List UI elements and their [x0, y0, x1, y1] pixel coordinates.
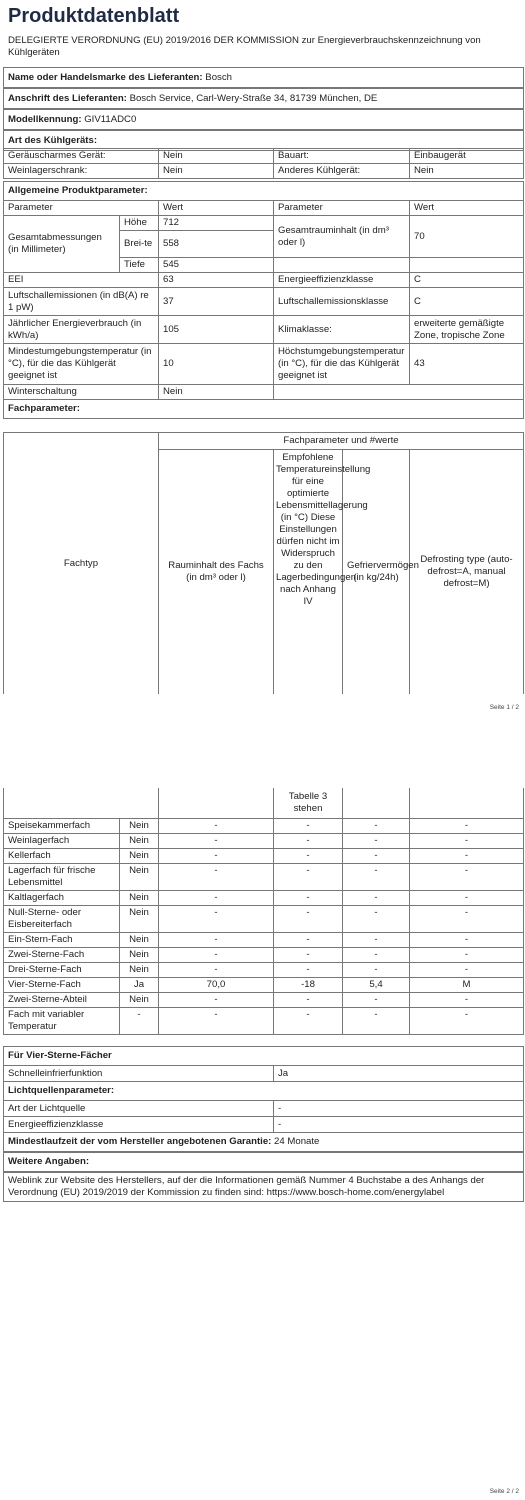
general-table: Allgemeine Produktparameter: Parameter Wert Parameter Wert Gesamtabmessungen (in Millimeter) Höhe 712 Gesamtrauminhalt (in dm³ oder l) 70 Brei-te 558 Tiefe 545 EEI 63 Energieeffizienzklasse C Luftschallemissionen (in dB(A) re 1 pW) 37 Luftschallemissionsklasse C Jährlicher Energieverbrauch (in kWh/a) 105 Klimaklasse: erweiterte gemäßigte Zone, tropische Zone Mindestumgebungstemperatur (in °C), für die das Kühlgerät geeignet ist 10 Höchstumgebungstemperatur (in °C), für die das Kühlgerät geeignet ist 43 Winterschaltung Nein Fachparameter:	[3, 181, 524, 419]
compartment-defrost: -	[410, 849, 524, 864]
light-class-label: Energieeffizienzklasse	[4, 1117, 274, 1133]
freeze-header: Gefriervermögen (in kg/24h)	[343, 450, 410, 695]
energylabel-link[interactable]: https://www.bosch-home.com/energylabel	[266, 1187, 445, 1198]
compartment-present: Nein	[120, 948, 159, 963]
compartment-temp: -	[274, 1008, 343, 1035]
temp-header: Empfohlene Temperatureinstellung für eine optimierte Lebensmittellagerung (in °C) Diese Einstellungen dürfen nicht im Widerspruch zu den Lagerbedingungen nach Anhang IV	[274, 450, 343, 695]
compartment-volume: -	[159, 819, 274, 834]
general-row: Luftschallemissionen (in dB(A) re 1 pW) 37 Luftschallemissionsklasse C	[4, 288, 524, 316]
compartment-defrost: -	[410, 993, 524, 1008]
type-row: Weinlagerschrank: Nein Anderes Kühlgerät: Nein	[4, 164, 524, 179]
fast-freeze-value: Ja	[274, 1066, 524, 1082]
compartment-temp: -	[274, 948, 343, 963]
model-id: GIV11ADC0	[84, 113, 137, 125]
light-type-label: Art der Lichtquelle	[4, 1101, 274, 1117]
param-header-row: Parameter Wert Parameter Wert	[4, 201, 524, 216]
compartment-volume: -	[159, 963, 274, 978]
compartment-volume: -	[159, 948, 274, 963]
param-group-header: Fachparameter und #werte	[159, 433, 524, 450]
page-number: Seite 1 / 2	[489, 704, 519, 711]
general-heading: Allgemeine Produktparameter:	[4, 182, 524, 201]
compartment-present: Nein	[120, 933, 159, 948]
compartment-defrost: -	[410, 963, 524, 978]
compartment-freeze: -	[343, 948, 410, 963]
compartment-defrost: -	[410, 933, 524, 948]
model-label: Modellkennung:	[8, 113, 82, 125]
warranty-label: Mindestlaufzeit der vom Hersteller angebotenen Garantie:	[8, 1136, 272, 1147]
light-type-value: -	[274, 1101, 524, 1117]
compartment-freeze: -	[343, 933, 410, 948]
compartment-name: Zwei-Sterne-Fach	[4, 948, 120, 963]
compartment-present: Nein	[120, 906, 159, 933]
compartment-name: Vier-Sterne-Fach	[4, 978, 120, 993]
temp-header-cont: Tabelle 3 stehen	[274, 788, 343, 819]
compartment-temp: -	[274, 993, 343, 1008]
compartment-row	[4, 864, 524, 891]
compartment-present: Nein	[120, 864, 159, 891]
compartment-temp: -18	[274, 978, 343, 993]
type-table	[3, 148, 524, 179]
compartment-freeze: -	[343, 906, 410, 933]
compartment-freeze: -	[343, 864, 410, 891]
volume-value: 70	[410, 216, 524, 258]
page-number: Seite 2 / 2	[489, 1488, 519, 1495]
supplier-address-label: Anschrift des Lieferanten:	[8, 92, 127, 104]
compartment-name: Null-Sterne- oder Eisbereiterfach	[4, 906, 120, 933]
dimensions-label: Gesamtabmessungen (in Millimeter)	[4, 216, 120, 273]
compartment-row	[4, 891, 524, 906]
compartment-present: Nein	[120, 849, 159, 864]
volume-header: Rauminhalt des Fachs (in dm³ oder l)	[159, 450, 274, 695]
compartment-freeze: -	[343, 1008, 410, 1035]
light-heading: Lichtquellenparameter:	[4, 1082, 524, 1101]
supplier-name-label: Name oder Handelsmarke des Lieferanten:	[8, 71, 203, 83]
compartment-present: Ja	[120, 978, 159, 993]
page-2	[0, 788, 525, 1500]
compartment-freeze: -	[343, 849, 410, 864]
compartment-freeze: -	[343, 993, 410, 1008]
compartment-present: Nein	[120, 834, 159, 849]
compartment-volume: -	[159, 864, 274, 891]
compartment-temp: -	[274, 834, 343, 849]
compartment-defrost: M	[410, 978, 524, 993]
defrost-header: Defrosting type (auto-defrost=A, manual defrost=M)	[410, 450, 524, 695]
compartment-present: -	[120, 1008, 159, 1035]
extra-table	[3, 1046, 524, 1202]
compartment-row	[4, 933, 524, 948]
compartment-present: Nein	[120, 819, 159, 834]
compartment-volume: -	[159, 849, 274, 864]
compartment-volume: -	[159, 993, 274, 1008]
compartment-defrost: -	[410, 906, 524, 933]
compartment-row	[4, 963, 524, 978]
compartment-volume: 70,0	[159, 978, 274, 993]
compartment-row	[4, 906, 524, 933]
compartment-temp: -	[274, 906, 343, 933]
volume-label: Gesamtrauminhalt (in dm³ oder l)	[274, 216, 410, 258]
compartment-table	[3, 788, 524, 1035]
compartment-row	[4, 978, 524, 993]
compartment-header-table	[3, 432, 524, 694]
compartment-volume: -	[159, 891, 274, 906]
compartment-temp: -	[274, 849, 343, 864]
compartment-defrost: -	[410, 819, 524, 834]
more-text: Weblink zur Website des Herstellers, auf der die Informationen gemäß Nummer 4 Buchstabe a des Anhangs der Verordnung (EU) 2019/2019 der Kommission zu finden sind:	[8, 1175, 485, 1198]
compartment-defrost: -	[410, 948, 524, 963]
regulation-intro: DELEGIERTE VERORDNUNG (EU) 2019/2016 DER KOMMISSION zur Energieverbrauchskennzeichnung von Kühlgeräten	[8, 35, 481, 58]
compartment-volume: -	[159, 834, 274, 849]
compartment-row	[4, 849, 524, 864]
more-heading: Weitere Angaben:	[4, 1152, 524, 1172]
compartment-temp: -	[274, 819, 343, 834]
compartment-temp: -	[274, 891, 343, 906]
compartment-freeze: -	[343, 819, 410, 834]
compartment-present: Nein	[120, 963, 159, 978]
compartment-present: Nein	[120, 993, 159, 1008]
compartment-heading: Fachparameter:	[4, 400, 524, 419]
general-row: Winterschaltung Nein	[4, 385, 524, 400]
compartment-name: Weinlagerfach	[4, 834, 120, 849]
general-row: Mindestumgebungstemperatur (in °C), für die das Kühlgerät geeignet ist 10 Höchstumgebungstemperatur (in °C), für die das Kühlgerät geeignet ist 43	[4, 344, 524, 385]
compartment-name: Kaltlagerfach	[4, 891, 120, 906]
compartment-defrost: -	[410, 1008, 524, 1035]
type-row: Geräuscharmes Gerät: Nein Bauart: Einbaugerät	[4, 149, 524, 164]
compartment-freeze: -	[343, 834, 410, 849]
compartment-temp: -	[274, 933, 343, 948]
compartment-volume: -	[159, 906, 274, 933]
general-row: Jährlicher Energieverbrauch (in kWh/a) 105 Klimaklasse: erweiterte gemäßigte Zone, tropische Zone	[4, 316, 524, 344]
compartment-name: Ein-Stern-Fach	[4, 933, 120, 948]
compartment-volume: -	[159, 933, 274, 948]
light-class-value: -	[274, 1117, 524, 1133]
compartment-row	[4, 948, 524, 963]
compartment-freeze: -	[343, 963, 410, 978]
fachtyp-header: Fachtyp	[4, 433, 159, 695]
compartment-defrost: -	[410, 864, 524, 891]
compartment-freeze: -	[343, 891, 410, 906]
compartment-row	[4, 819, 524, 834]
supplier-table	[3, 67, 524, 151]
supplier-name: Bosch	[205, 71, 232, 83]
compartment-name: Fach mit variabler Temperatur	[4, 1008, 120, 1035]
compartment-volume: -	[159, 1008, 274, 1035]
compartment-present: Nein	[120, 891, 159, 906]
fast-freeze-label: Schnelleinfrierfunktion	[4, 1066, 274, 1082]
compartment-name: Lagerfach für frische Lebensmittel	[4, 864, 120, 891]
four-star-heading: Für Vier-Sterne-Fächer	[4, 1047, 524, 1066]
compartment-temp: -	[274, 963, 343, 978]
compartment-defrost: -	[410, 834, 524, 849]
compartment-name: Drei-Sterne-Fach	[4, 963, 120, 978]
compartment-freeze: 5,4	[343, 978, 410, 993]
compartment-name: Speisekammerfach	[4, 819, 120, 834]
page-1	[0, 0, 525, 718]
compartment-name: Kellerfach	[4, 849, 120, 864]
general-row: EEI 63 Energieeffizienzklasse C	[4, 273, 524, 288]
compartment-defrost: -	[410, 891, 524, 906]
warranty-value: 24 Monate	[274, 1136, 320, 1147]
compartment-row	[4, 1008, 524, 1035]
compartment-row	[4, 834, 524, 849]
compartment-temp: -	[274, 864, 343, 891]
compartment-row	[4, 993, 524, 1008]
compartment-name: Zwei-Sterne-Abteil	[4, 993, 120, 1008]
document-title: Produktdatenblatt	[8, 5, 180, 27]
type-heading: Art des Kühlgeräts:	[4, 130, 524, 151]
supplier-address: Bosch Service, Carl-Wery-Straße 34, 81739 München, DE	[129, 92, 378, 104]
